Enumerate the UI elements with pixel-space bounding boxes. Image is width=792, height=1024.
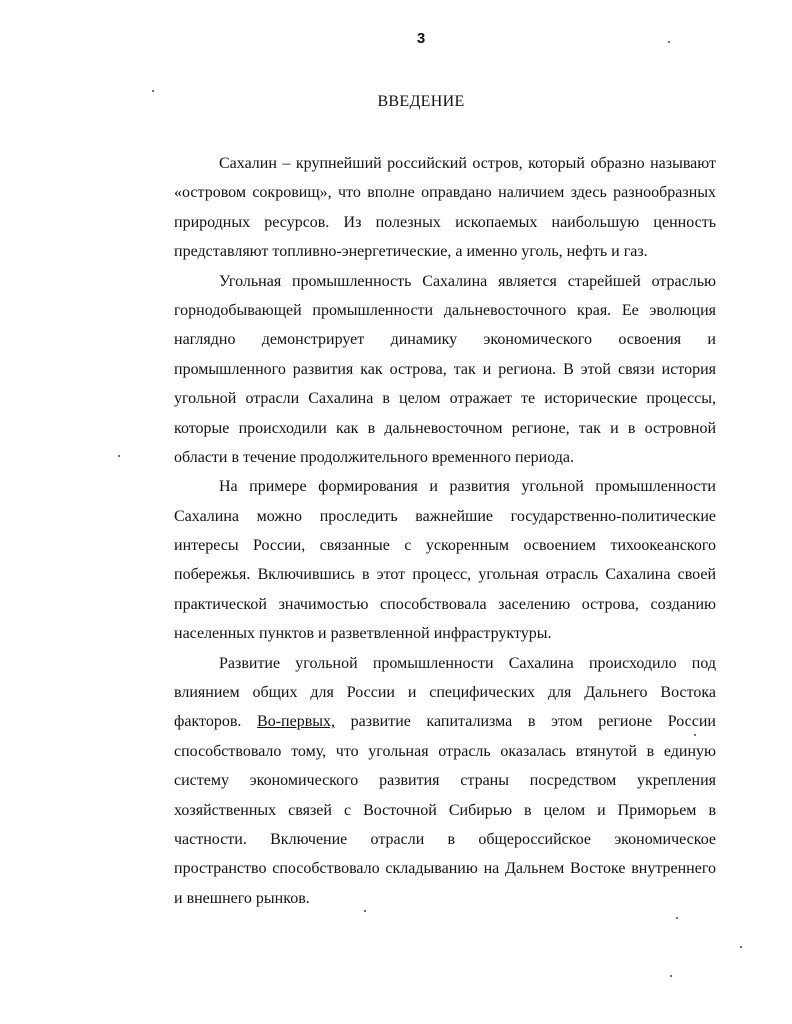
text-line: представляют топливно-энергетические, а именно уголь, нефть и газ. (174, 243, 648, 261)
text-line: интересы России, связанные с ускоренным освоением тихоокеанского (174, 537, 716, 555)
paragraph-2 (129, 267, 716, 473)
paragraph-1 (129, 149, 716, 267)
underlined-term: Во-первых, (257, 713, 335, 731)
paragraph-4 (129, 649, 716, 914)
text-line: частности. Включение отрасли в общероссийское экономическое (174, 830, 716, 848)
scan-speck (364, 910, 366, 912)
text-segment: факторов. (174, 713, 242, 731)
text-line: На примере формирования и развития угольной промышленности (219, 478, 716, 496)
text-line: практической значимостью способствовала заселению острова, созданию (174, 595, 716, 613)
text-line: Сахалина можно проследить важнейшие государственно-политические (174, 507, 716, 525)
text-line: хозяйственных связей с Восточной Сибирью в целом и Приморьем в (174, 801, 716, 819)
page-title: ВВЕДЕНИЕ (377, 93, 465, 110)
text-segment: развитие капитализма в этом регионе России (350, 713, 716, 731)
text-line: пространство способствовало складыванию на Дальнем Востоке внутреннего (174, 860, 716, 878)
text-line: природных ресурсов. Из полезных ископаемых наибольшую ценность (174, 213, 716, 231)
text-line: «островом сокровищ», что вполне оправдано наличием здесь разнообразных (174, 184, 716, 202)
document-body (129, 149, 716, 913)
text-line: влиянием общих для России и специфических для Дальнего Востока (174, 684, 716, 702)
text-line: способствовало тому, что угольная отрасль оказалась втянутой в единую (174, 742, 716, 760)
text-line: и внешнего рынков. (174, 889, 310, 907)
text-line: Развитие угольной промышленности Сахалина происходило под (219, 654, 716, 672)
text-line: угольной отрасли Сахалина в целом отражает те исторические процессы, (174, 390, 716, 408)
text-line: населенных пунктов и разветвленной инфраструктуры. (174, 625, 552, 643)
text-line: систему экономического развития страны посредством укрепления (174, 772, 716, 790)
scan-speck (740, 946, 742, 948)
text-line-with-underline (129, 707, 716, 736)
scan-speck (670, 975, 672, 977)
page-number: 3 (416, 30, 426, 47)
text-line: Сахалин – крупнейший российский остров, который образно называют (219, 155, 716, 172)
scan-speck (668, 41, 670, 43)
text-line: области в течение продолжительного временного периода. (174, 448, 575, 466)
text-line: которые происходили как в дальневосточном регионе, так и в островной (174, 419, 716, 437)
text-line: наглядно демонстрирует динамику экономического освоения и (174, 331, 716, 349)
scan-speck (694, 734, 696, 736)
scan-speck (118, 455, 120, 457)
scan-speck (676, 917, 678, 919)
scan-speck (152, 90, 154, 92)
paragraph-3 (129, 472, 716, 648)
text-line: горнодобывающей промышленности дальневосточного края. Ее эволюция (174, 301, 716, 319)
text-line: побережья. Включившись в этот процесс, угольная отрасль Сахалина своей (174, 566, 716, 584)
text-line: Угольная промышленность Сахалина является старейшей отраслью (219, 272, 716, 290)
text-line: промышленного развития как острова, так и региона. В этой связи история (174, 360, 716, 378)
